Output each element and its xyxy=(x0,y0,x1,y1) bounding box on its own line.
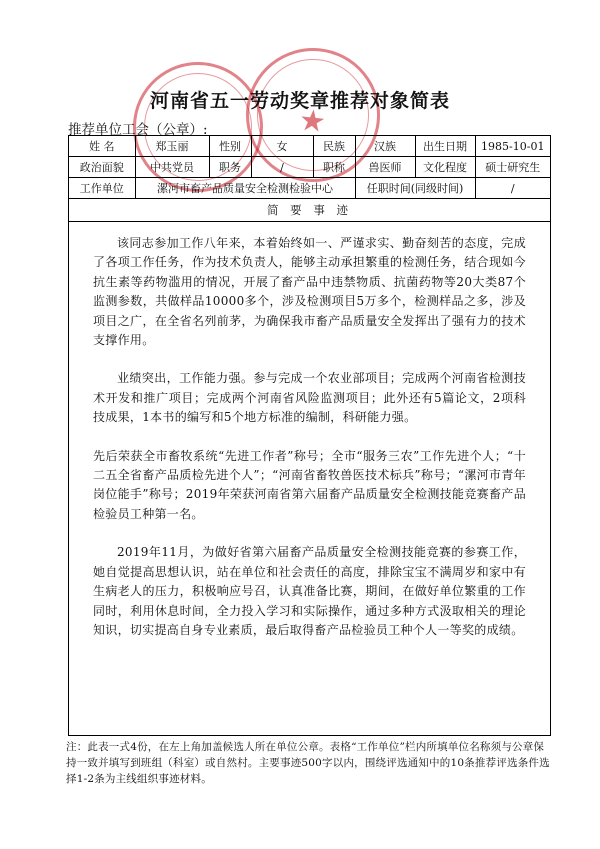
gender-value: 女 xyxy=(251,136,313,157)
tenure-value: / xyxy=(475,178,550,199)
title-value: 兽医师 xyxy=(355,157,415,178)
position-label: 职务 xyxy=(209,157,251,178)
table-row xyxy=(69,157,550,178)
recommend-unit-label: 推荐单位工会（公章）: xyxy=(68,122,208,138)
ethnicity-label: 民族 xyxy=(313,136,355,157)
footnote: 注：此表一式4份，在左上角加盖候选人所在单位公章。表格“工作单位”栏内所填单位名称须与公章保持一致并填写到班组（科室）或自然村。主要事迹500字以内，围绕评选通知中的10条推荐评选条件选择1-2条为主线组织事迹材料。 xyxy=(66,741,550,785)
birth-value: 1985-10-01 xyxy=(475,136,550,157)
summary-paragraph: 业绩突出，工作能力强。参与完成一个农业部项目；完成两个河南省检测技术开发和推广项目；完成两个河南省风险监测项目；此外还有5篇论文，2项科技成果，1本书的编写和5个地方标准的编制，科研能力强。 xyxy=(93,371,526,425)
workunit-value: 漯河市畜产品质量安全检测检验中心 xyxy=(135,178,355,199)
summary-paragraph: 2019年11月，为做好省第六届畜产品质量安全检测技能竞赛的参赛工作，她自觉提高思想认识，站在单位和社会责任的高度，排除宝宝不满周岁和家中有生病老人的压力，积极响应号召，认真准备比赛，期间，在做好单位繁重的工作同时，利用休息时间，全力投入学习和实际操作，通过多种方式汲取相关的理论知识，切实提高自身专业素质，最后取得畜产品检验员工种个人一等奖的成绩。 xyxy=(93,545,526,637)
ethnicity-value: 汉族 xyxy=(355,136,415,157)
gender-label: 性别 xyxy=(209,136,251,157)
position-value: / xyxy=(251,157,313,178)
tenure-label: 任职时间(同级时间) xyxy=(355,178,475,199)
table-row xyxy=(69,178,550,199)
summary-heading: 简 要 事 迹 xyxy=(69,199,550,222)
birth-label: 出生日期 xyxy=(415,136,475,157)
seal-star-icon: ★ xyxy=(297,102,328,141)
workunit-label: 工作单位 xyxy=(69,178,135,199)
summary-paragraph: 该同志参加工作八年来，本着始终如一、严谨求实、勤奋刻苦的态度，完成了各项工作任务，作为技术负责人，能够主动承担繁重的检测任务，结合现如今抗生素等药物滥用的情况，开展了畜产品中违禁物质、抗菌药物等20大类87个监测参数，共做样品10000多个，涉及检测项目5万多个，检测样品之多，涉及项目之广，在全省名列前茅，为确保我市畜产品质量安全发挥出了强有力的技术支撑作用。 xyxy=(93,236,526,348)
politics-value: 中共党员 xyxy=(135,157,209,178)
table-row xyxy=(69,136,550,157)
summary-paragraph: 先后荣获全市畜牧系统“先进工作者”称号；全市“服务三农”工作先进个人；“十二五全省畜产品质检先进个人”；“河南省畜牧兽医技术标兵”称号；“漯河市青年岗位能手”称号；2019年荣获河南省第六届畜产品质量安全检测技能竞赛畜产品检验员工种第一名。 xyxy=(93,448,526,521)
summary-body xyxy=(69,222,550,640)
politics-label: 政治面貌 xyxy=(69,157,135,178)
title-label: 职称 xyxy=(313,157,355,178)
form-table xyxy=(68,135,551,736)
education-value: 硕士研究生 xyxy=(475,157,550,178)
name-value: 郑玉丽 xyxy=(135,136,209,157)
info-table xyxy=(69,136,550,199)
name-label: 姓 名 xyxy=(69,136,135,157)
page-title: 河南省五一劳动奖章推荐对象简表 xyxy=(149,90,450,112)
education-label: 文化程度 xyxy=(415,157,475,178)
